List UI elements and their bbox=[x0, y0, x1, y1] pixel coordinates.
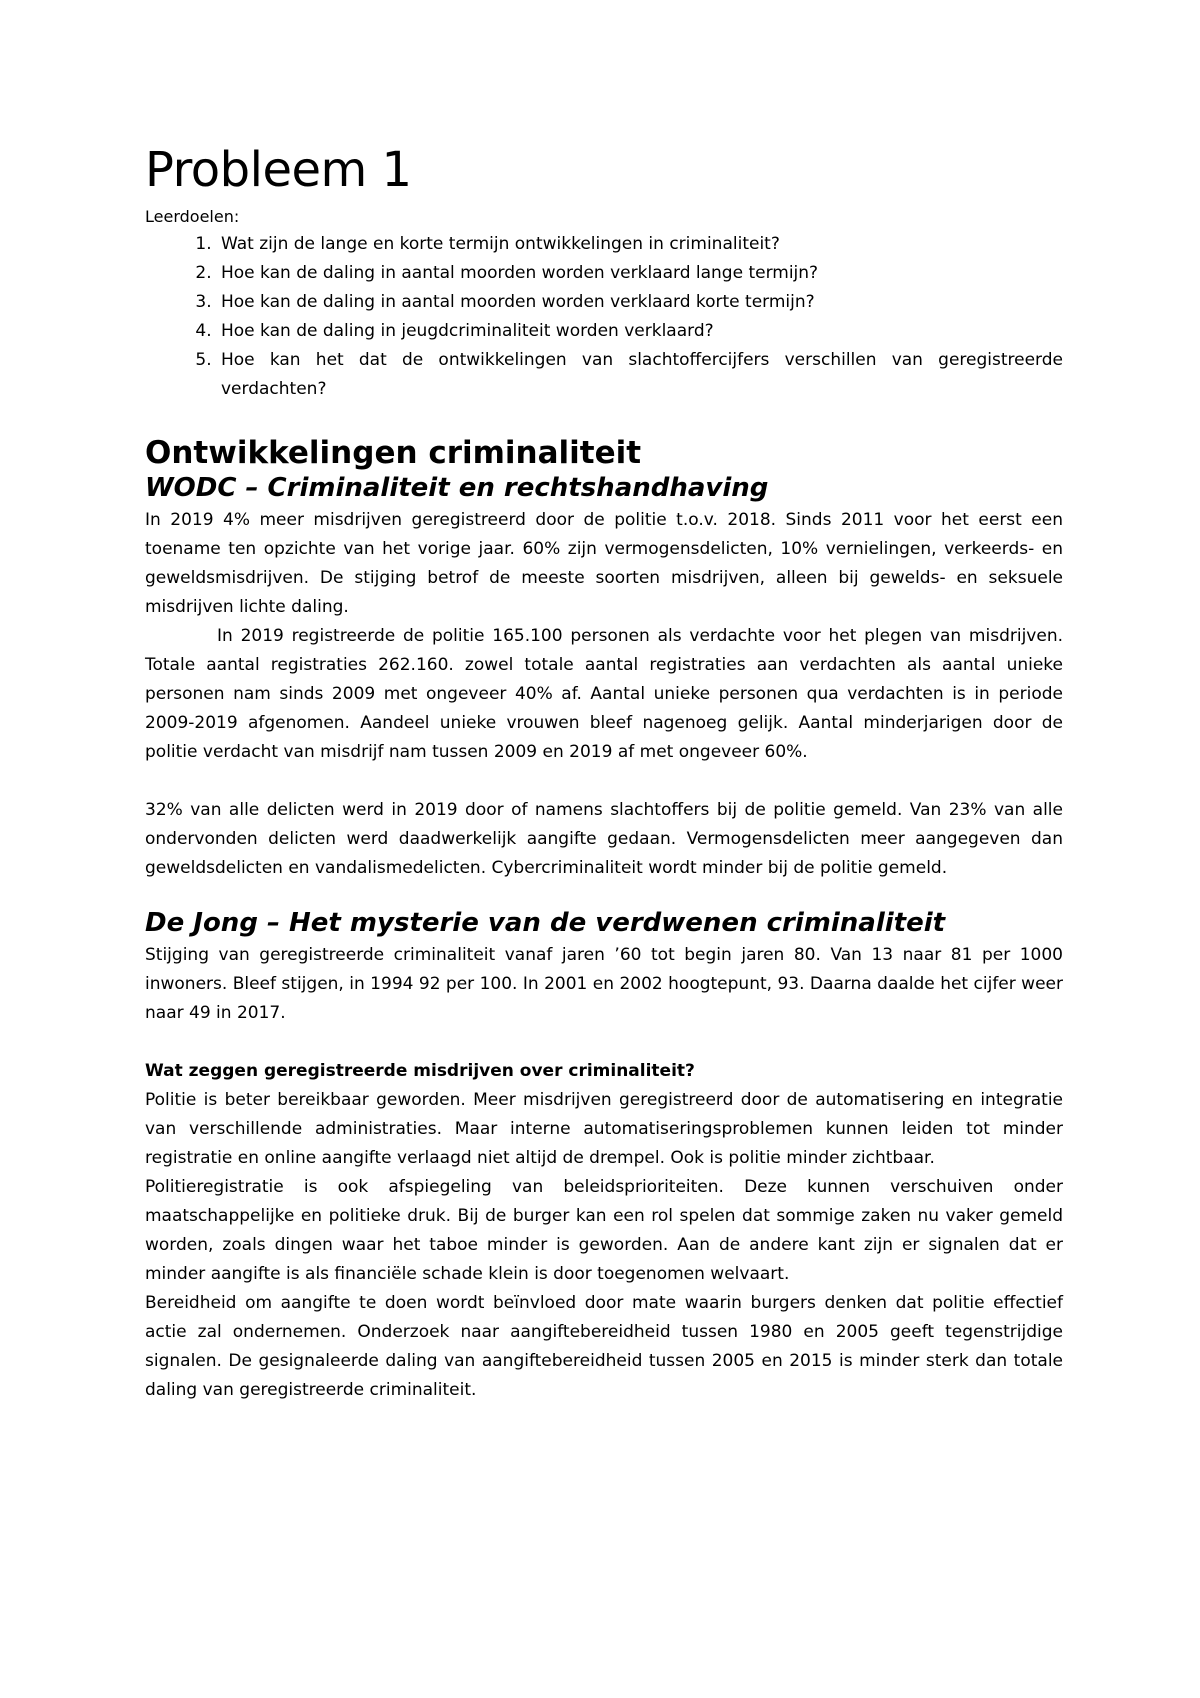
learning-goal-item: 4. Hoe kan de daling in jeugdcriminaliteit worden verklaard? bbox=[217, 317, 1063, 346]
paragraph: Politieregistratie is ook afspiegeling van beleidsprioriteiten. Deze kunnen verschuiven onder maatschappelijke en politieke druk. Bij de burger kan een rol spelen dat sommige zaken nu vaker gemeld worden, zoals dingen waar het taboe minder is geworden. Aan de andere kant zijn er signalen dat er minder aangifte is als financiële schade klein is door toegenomen welvaart. bbox=[145, 1177, 1063, 1284]
paragraph: Bereidheid om aangifte te doen wordt beïnvloed door mate waarin burgers denken dat politie effectief actie zal ondernemen. Onderzoek naar aangiftebereidheid tussen 1980 en 2005 geeft tegenstrijdige signalen. De gesignaleerde daling van aangiftebereidheid tussen 2005 en 2015 is minder sterk dan totale daling van geregistreerde criminaliteit. bbox=[145, 1293, 1063, 1400]
subsection-heading-wodc: WODC – Criminaliteit en rechtshandhaving bbox=[145, 473, 769, 503]
paragraph: Stijging van geregistreerde criminaliteit vanaf jaren ’60 tot begin jaren 80. Van 13 naar 81 per 1000 inwoners. Bleef stijgen, in 1994 92 per 100. In 2001 en 2002 hoogtepunt, 93. Daarna daalde het cijfer weer naar 49 in 2017. bbox=[145, 945, 1063, 1023]
learning-goal-item: 5. Hoe kan het dat de ontwikkelingen van slachtoffercijfers verschillen van geregistreerde verdachten? bbox=[217, 346, 1063, 404]
learning-goal-item: 1. Wat zijn de lange en korte termijn ontwikkelingen in criminaliteit? bbox=[217, 230, 1063, 259]
paragraph: In 2019 registreerde de politie 165.100 personen als verdachte voor het plegen van misdrijven. Totale aantal registraties 262.160. zowel totale aantal registraties aan verdachten als aantal unieke personen nam sinds 2009 met ongeveer 40% af. Aantal unieke personen qua verdachten is in periode 2009-2019 afgenomen. Aandeel unieke vrouwen bleef nagenoeg gelijk. Aantal minderjarigen door de politie verdacht van misdrijf nam tussen 2009 en 2019 af met ongeveer 60%. bbox=[145, 626, 1063, 762]
learning-goal-item: 3. Hoe kan de daling in aantal moorden worden verklaard korte termijn? bbox=[217, 288, 1063, 317]
paragraph: In 2019 4% meer misdrijven geregistreerd door de politie t.o.v. 2018. Sinds 2011 voor het eerst een toename ten opzichte van het vorige jaar. 60% zijn vermogensdelicten, 10% vernielingen, verkeerds- en geweldsmisdrijven. De stijging betrof de meeste soorten misdrijven, alleen bij gewelds- en seksuele misdrijven lichte daling. bbox=[145, 510, 1063, 617]
paragraph: Politie is beter bereikbaar geworden. Meer misdrijven geregistreerd door de automatisering en integratie van verschillende administraties. Maar interne automatiseringsproblemen kunnen leiden tot minder registratie en online aangifte verlaagd niet altijd de drempel. Ook is politie minder zichtbaar. bbox=[145, 1090, 1063, 1168]
section-heading: Ontwikkelingen criminaliteit bbox=[145, 435, 642, 471]
learning-goals-label: Leerdoelen: bbox=[145, 207, 240, 226]
paragraph: 32% van alle delicten werd in 2019 door of namens slachtoffers bij de politie gemeld. Van 23% van alle ondervonden delicten werd daadwerkelijk aangifte gedaan. Vermogensdelicten meer aangegeven dan geweldsdelicten en vandalismedelicten. Cybercriminaliteit wordt minder bij de politie gemeld. bbox=[145, 800, 1063, 878]
document-title: Probleem 1 bbox=[145, 142, 412, 198]
subsection-heading-dejong: De Jong – Het mysterie van de verdwenen criminaliteit bbox=[145, 908, 946, 938]
learning-goals-list bbox=[145, 230, 1063, 404]
question-subheading: Wat zeggen geregistreerde misdrijven over criminaliteit? bbox=[145, 1061, 695, 1081]
learning-goal-item: 2. Hoe kan de daling in aantal moorden worden verklaard lange termijn? bbox=[217, 259, 1063, 288]
document-page bbox=[145, 140, 1063, 1405]
